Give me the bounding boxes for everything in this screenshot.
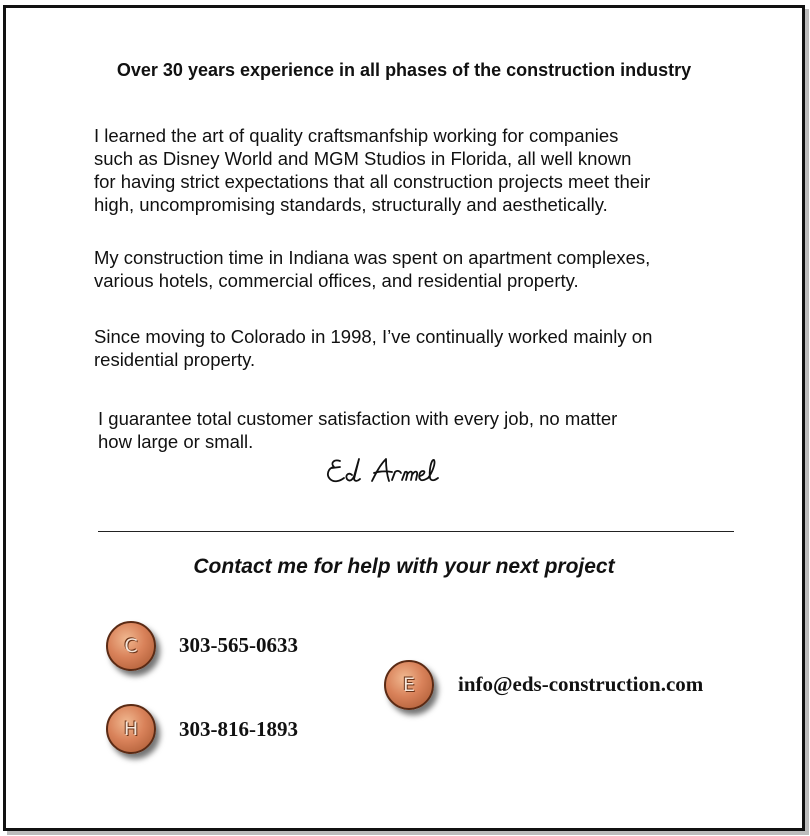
contact-heading: Contact me for help with your next project [193,555,615,578]
text-line: high, uncompromising standards, structurally and aesthetically. [94,194,608,215]
divider [98,531,734,532]
email-badge-letter: E [402,674,415,696]
signature-ed-armel [324,453,464,493]
text-line: residential property. [94,349,256,370]
signature [324,453,464,498]
paragraph-colorado [94,325,754,371]
text-line: My construction time in Indiana was spent on apartment complexes, [94,247,651,268]
text-line: for having strict expectations that all construction projects meet their [94,171,651,192]
headline: Over 30 years experience in all phases of the construction industry [116,60,692,80]
text-line: I guarantee total customer satisfaction with every job, no matter [98,408,618,429]
text-line: how large or small. [98,431,254,452]
text-line: various hotels, commercial offices, and residential property. [94,270,579,291]
home-badge-letter: H [123,718,139,740]
home-phone-number: 303-816-1893 [179,717,298,741]
cell-badge-icon [106,621,156,671]
content-frame [3,5,805,831]
text-line: I learned the art of quality craftsmanfship working for companies [94,125,619,146]
paragraph-indiana [94,246,754,292]
paragraph-guarantee [98,407,738,453]
text-line: such as Disney World and MGM Studios in Florida, all well known [94,148,632,169]
text-line: Since moving to Colorado in 1998, I’ve continually worked mainly on [94,326,653,347]
home-badge-icon [106,704,156,754]
email-address[interactable]: info@eds-construction.com [458,672,704,696]
paragraph-florida [94,124,754,216]
cell-badge-letter: C [124,635,138,657]
email-badge-icon [384,660,434,710]
cell-phone-number: 303-565-0633 [179,633,298,657]
